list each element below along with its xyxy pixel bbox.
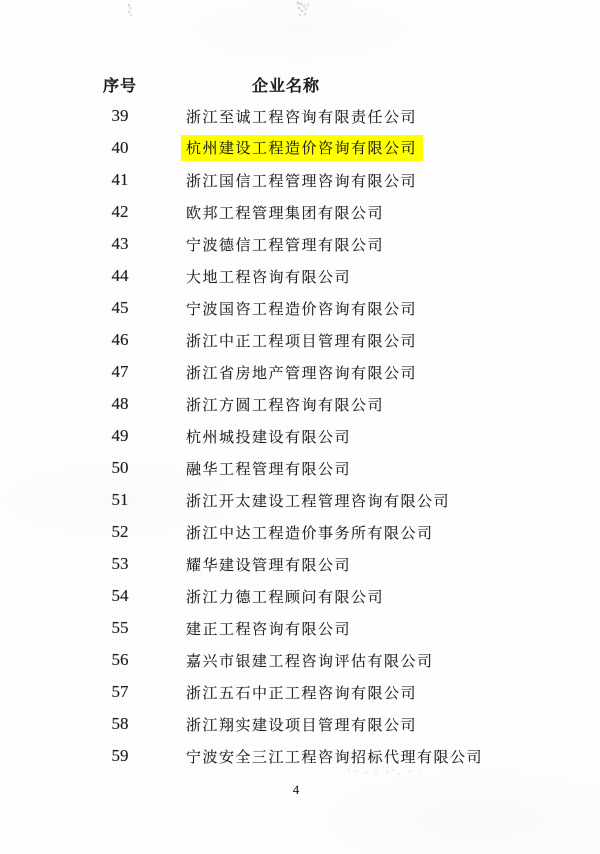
company-name: 浙江中正工程项目管理有限公司 [186, 333, 418, 350]
row-index: 56 [111, 650, 129, 669]
table-row [85, 388, 483, 420]
scan-smudge-top-left [128, 4, 130, 6]
company-name: 浙江国信工程管理咨询有限公司 [186, 173, 418, 190]
company-name: 欧邦工程管理集团有限公司 [186, 205, 385, 222]
row-index: 43 [111, 234, 129, 253]
row-index: 54 [111, 586, 129, 605]
company-name: 浙江至诚工程咨询有限责任公司 [186, 109, 418, 126]
company-name: 宁波安全三江工程咨询招标代理有限公司 [186, 749, 484, 766]
row-index: 50 [111, 458, 129, 477]
row-index: 40 [111, 138, 129, 157]
company-name: 浙江省房地产管理咨询有限公司 [186, 365, 418, 382]
header-index: 序号 [102, 77, 137, 95]
table-row [85, 612, 483, 644]
table-row [85, 708, 483, 740]
company-name: 浙江方圆工程咨询有限公司 [186, 397, 385, 414]
company-name: 大地工程咨询有限公司 [186, 269, 352, 286]
company-name: 杭州建设工程造价咨询有限公司 [181, 135, 423, 161]
table-row [85, 260, 483, 292]
company-name: 宁波德信工程管理有限公司 [186, 237, 385, 254]
table-row [85, 644, 483, 676]
row-index: 44 [111, 266, 129, 285]
row-index: 59 [111, 746, 129, 765]
company-name: 杭州城投建设有限公司 [186, 429, 352, 446]
scan-smudge-top-center [297, 2, 299, 4]
table-header-row [85, 68, 483, 100]
table-row [85, 196, 483, 228]
company-name: 耀华建设管理有限公司 [186, 557, 352, 574]
company-name: 浙江开太建设工程管理咨询有限公司 [186, 493, 451, 510]
table-row [85, 100, 483, 132]
page-number: 4 [292, 782, 300, 797]
row-index: 47 [111, 362, 129, 381]
table-row [85, 676, 483, 708]
company-name: 浙江五石中正工程咨询有限公司 [186, 685, 418, 702]
table-row [85, 356, 483, 388]
table-row [85, 420, 483, 452]
table-row [85, 292, 483, 324]
header-company-name: 企业名称 [251, 77, 320, 95]
table-row [85, 580, 483, 612]
row-index: 58 [111, 714, 129, 733]
company-name: 融华工程管理有限公司 [186, 461, 352, 478]
table-row [85, 324, 483, 356]
company-name: 浙江翔实建设项目管理有限公司 [186, 717, 418, 734]
company-table [85, 68, 483, 772]
table-row [85, 228, 483, 260]
row-index: 41 [111, 170, 129, 189]
table-row [85, 484, 483, 516]
table-row [85, 740, 483, 772]
row-index: 55 [111, 618, 129, 637]
row-index: 48 [111, 394, 129, 413]
table-body [85, 100, 483, 772]
company-name: 嘉兴市银建工程咨询评估有限公司 [186, 653, 434, 670]
company-name: 宁波国咨工程造价咨询有限公司 [186, 301, 418, 318]
row-index: 45 [111, 298, 129, 317]
company-name: 浙江力德工程顾问有限公司 [186, 589, 385, 606]
row-index: 49 [111, 426, 129, 445]
company-name: 建正工程咨询有限公司 [186, 621, 352, 638]
table-row [85, 164, 483, 196]
row-index: 52 [111, 522, 129, 541]
row-index: 39 [111, 106, 129, 125]
row-index: 53 [111, 554, 129, 573]
row-index: 42 [111, 202, 129, 221]
table-row [85, 452, 483, 484]
row-index: 46 [111, 330, 129, 349]
row-index: 51 [111, 490, 129, 509]
table-row [85, 132, 483, 164]
table-row [85, 548, 483, 580]
table-row [85, 516, 483, 548]
row-index: 57 [111, 682, 129, 701]
company-name: 浙江中达工程造价事务所有限公司 [186, 525, 434, 542]
